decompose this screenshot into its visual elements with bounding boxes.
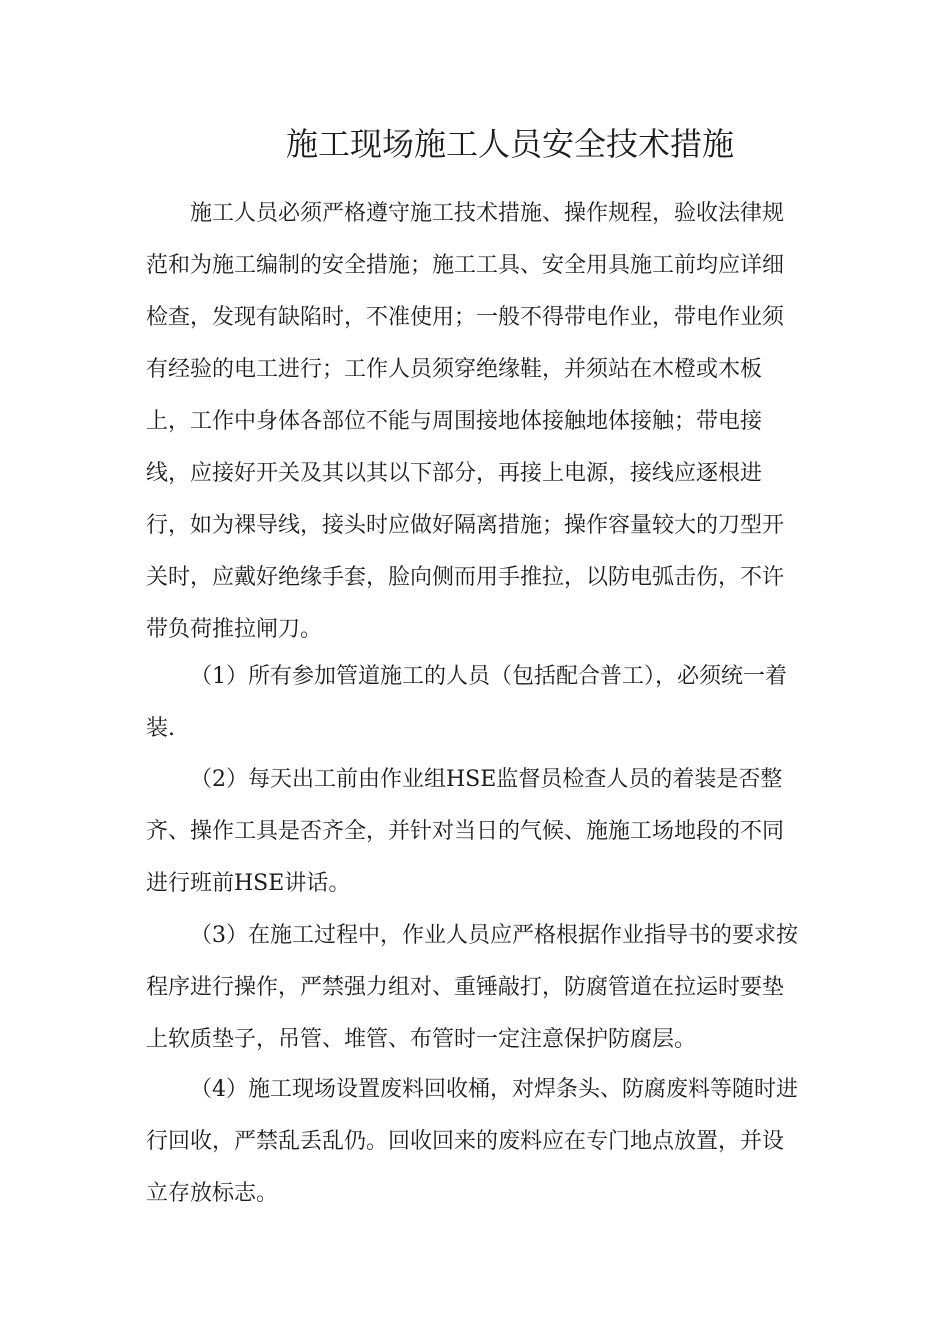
paragraph-line: （2）每天出工前由作业组HSE监督员检查人员的着装是否整: [190, 767, 783, 792]
document-title: 施工现场施工人员安全技术措施: [285, 125, 734, 163]
paragraph-line: 行，如为裸导线，接头时应做好隔离措施；操作容量较大的刀型开: [146, 513, 785, 538]
paragraph-line: 范和为施工编制的安全措施；施工工具、安全用具施工前均应详细: [146, 253, 785, 278]
paragraph-line: 装.: [146, 716, 175, 741]
paragraph-line: 关时，应戴好绝缘手套，脸向侧而用手推拉，以防电弧击伤，不许: [146, 565, 785, 590]
paragraph-line: 齐、操作工具是否齐全，并针对当日的气候、施施工场地段的不同: [146, 819, 785, 844]
paragraph-line: （3）在施工过程中，作业人员应严格根据作业指导书的要求按: [190, 923, 798, 948]
paragraph-line: 施工人员必须严格遵守施工技术措施、操作规程，验收法律规: [190, 201, 785, 226]
paragraph-line: （1）所有参加管道施工的人员（包括配合普工），必须统一着: [190, 664, 787, 689]
paragraph-line: 线，应接好开关及其以其以下部分，再接上电源，接线应逐根进: [146, 461, 763, 486]
paragraph-line: 检查，发现有缺陷时，不准使用；一般不得带电作业，带电作业须: [146, 305, 785, 330]
paragraph-intro: [146, 188, 812, 656]
paragraph-line: 立存放标志。: [146, 1181, 279, 1206]
paragraph-line: 有经验的电工进行；工作人员须穿绝缘鞋，并须站在木橙或木板: [146, 357, 763, 382]
paragraph-line: 上软质垫子，吊管、堆管、布管时一定注意保护防腐层。: [146, 1027, 697, 1052]
list-item-4: [146, 1064, 812, 1220]
list-item-2: [146, 754, 812, 910]
paragraph-line: 进行班前HSE讲话。: [146, 871, 351, 896]
list-item-1: [146, 651, 812, 755]
paragraph-line: 带负荷推拉闸刀。: [146, 617, 323, 642]
paragraph-line: 程序进行操作，严禁强力组对、重锤敲打，防腐管道在拉运时要垫: [146, 975, 785, 1000]
paragraph-line: （4）施工现场设置废料回收桶，对焊条头、防腐废料等随时进: [190, 1077, 798, 1102]
paragraph-line: 上，工作中身体各部位不能与周围接地体接触地体接触；带电接: [146, 409, 763, 434]
paragraph-line: 行回收，严禁乱丢乱仍。回收回来的废料应在专门地点放置，并设: [146, 1129, 785, 1154]
list-item-3: [146, 910, 812, 1066]
